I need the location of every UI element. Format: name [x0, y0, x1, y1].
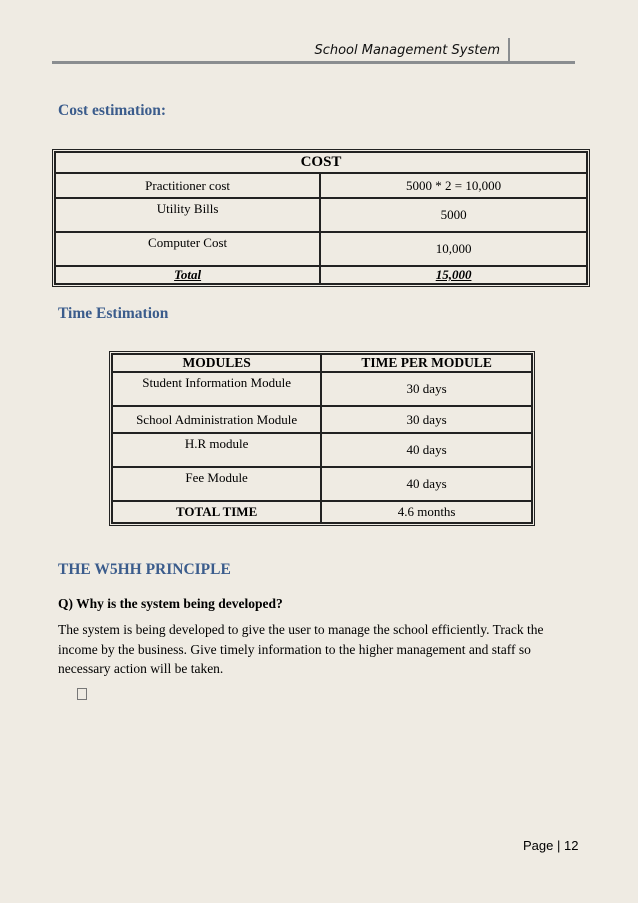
- cost-total-row: [55, 266, 587, 284]
- module-time: 40 days: [321, 433, 532, 467]
- table-row: [55, 198, 587, 232]
- cost-item: Computer Cost: [55, 232, 320, 266]
- table-row: [112, 406, 532, 433]
- col-header-modules: MODULES: [112, 354, 321, 372]
- time-total-row: [112, 501, 532, 523]
- table-row: [112, 372, 532, 406]
- cost-total-label: Total: [55, 266, 320, 284]
- module-time: 40 days: [321, 467, 532, 501]
- module-time: 30 days: [321, 406, 532, 433]
- header-rule: [52, 61, 575, 64]
- time-table: [109, 351, 535, 526]
- table-row: [112, 433, 532, 467]
- time-total-value: 4.6 months: [321, 501, 532, 523]
- module-time: 30 days: [321, 372, 532, 406]
- header-divider-tick: [508, 38, 510, 62]
- cost-estimation-heading: Cost estimation:: [58, 102, 167, 119]
- cost-table-title-row: [55, 152, 587, 173]
- page-number: Page | 12: [523, 838, 579, 853]
- time-table-header-row: [112, 354, 532, 372]
- time-estimation-heading: Time Estimation: [58, 305, 169, 322]
- module-name: Fee Module: [112, 467, 321, 501]
- table-row: [112, 467, 532, 501]
- cost-table-title: COST: [55, 152, 587, 173]
- cost-value: 5000 * 2 = 10,000: [320, 173, 587, 198]
- module-name: Student Information Module: [112, 372, 321, 406]
- cost-value: 10,000: [320, 232, 587, 266]
- col-header-time: TIME PER MODULE: [321, 354, 532, 372]
- answer-paragraph: The system is being developed to give the user to manage the school efficiently. Track the income by the business. Give timely information to the higher management and staff so necessary action will be taken.: [58, 622, 544, 676]
- table-row: [55, 232, 587, 266]
- module-name: School Administration Module: [112, 406, 321, 433]
- table-row: [55, 173, 587, 198]
- w5hh-heading: THE W5HH PRINCIPLE: [58, 561, 231, 578]
- time-total-label: TOTAL TIME: [112, 501, 321, 523]
- running-header-title: School Management System: [314, 43, 500, 58]
- question-text: Q) Why is the system being developed?: [58, 596, 283, 611]
- cost-total-value: 15,000: [320, 266, 587, 284]
- cost-table: [52, 149, 590, 287]
- module-name: H.R module: [112, 433, 321, 467]
- cost-item: Practitioner cost: [55, 173, 320, 198]
- cost-value: 5000: [320, 198, 587, 232]
- cost-item: Utility Bills: [55, 198, 320, 232]
- empty-bullet-icon: [77, 688, 87, 700]
